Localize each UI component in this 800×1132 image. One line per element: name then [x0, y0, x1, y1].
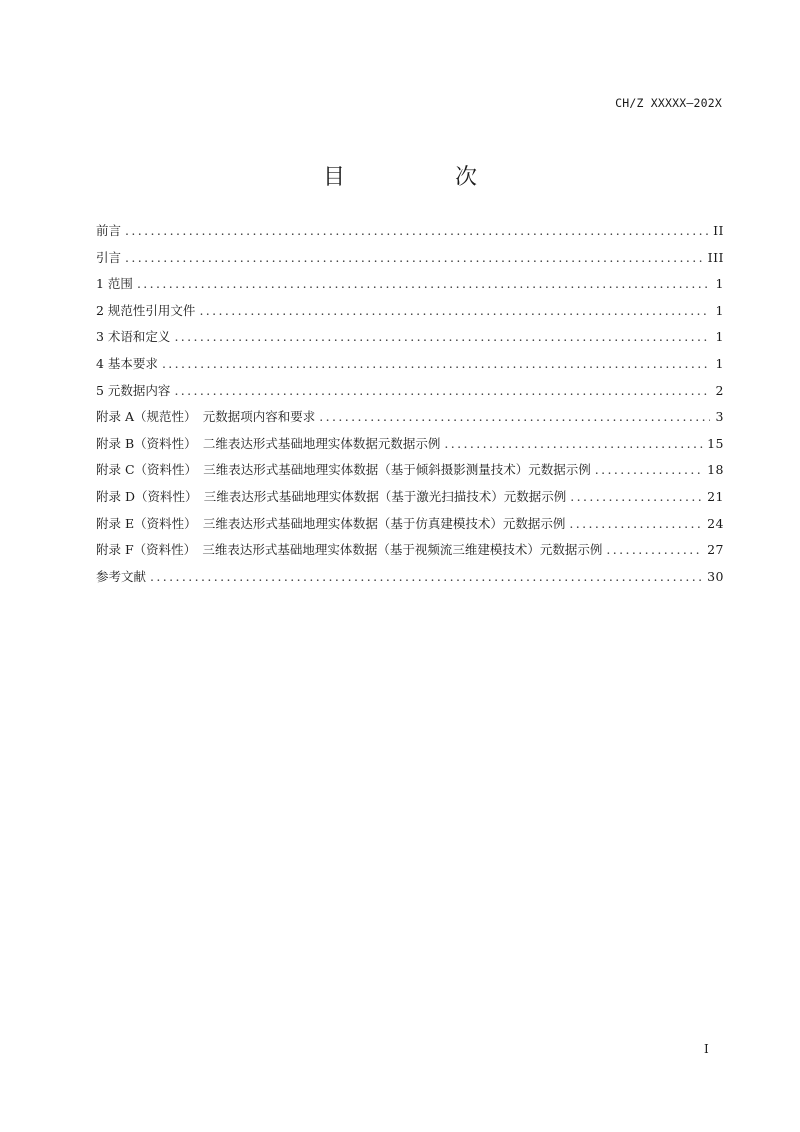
toc-entry-label: 5 元数据内容 [96, 382, 171, 398]
toc-dot-leader [150, 564, 703, 591]
toc-entry-label: 附录 C（资料性） 三维表达形式基础地理实体数据（基于倾斜摄影测量技术）元数据示例 [96, 462, 591, 478]
toc-entry-label: 附录 F（资料性） 三维表达形式基础地理实体数据（基于视频流三维建模技术）元数据示例 [96, 542, 603, 558]
toc-entry-bibliography[interactable] [96, 564, 724, 591]
toc-entry-page: II [713, 223, 724, 238]
toc-entry-page: 1 [715, 329, 724, 345]
toc-entry-label: 引言 [96, 249, 122, 265]
toc-entry-page: 3 [715, 409, 724, 425]
toc-entry-foreword[interactable] [96, 218, 724, 245]
toc-entry-label: 附录 D（资料性） 三维表达形式基础地理实体数据（基于激光扫描技术）元数据示例 [96, 488, 567, 504]
toc-entry-introduction[interactable] [96, 245, 724, 272]
toc-dot-leader [162, 351, 710, 378]
toc-dot-leader [199, 298, 710, 325]
toc-entry-label: 2 规范性引用文件 [96, 302, 196, 318]
toc-entry-label: 附录 B（资料性） 二维表达形式基础地理实体数据元数据示例 [96, 435, 441, 451]
toc-entry-page: 21 [707, 488, 724, 504]
toc-entry-page: 15 [707, 435, 724, 451]
toc-dot-leader [137, 271, 710, 298]
toc-entry-normative-references[interactable] [96, 298, 724, 325]
toc-dot-leader [444, 431, 703, 458]
toc-entry-page: 2 [715, 382, 724, 398]
toc-entry-basic-requirements[interactable] [96, 351, 724, 378]
toc-entry-page: 24 [707, 515, 724, 531]
toc-list [96, 218, 724, 590]
toc-entry-appendix-f[interactable] [96, 537, 724, 564]
toc-entry-scope[interactable] [96, 271, 724, 298]
document-code: CH/Z XXXXX—202X [615, 96, 722, 110]
toc-entry-metadata-content[interactable] [96, 378, 724, 405]
toc-dot-leader [174, 378, 710, 405]
toc-dot-leader [319, 404, 710, 431]
toc-entry-label: 参考文献 [96, 568, 147, 584]
toc-entry-label: 前言 [96, 223, 122, 238]
toc-dot-leader [606, 537, 703, 564]
toc-entry-page: 1 [715, 355, 724, 371]
toc-entry-terms-definitions[interactable] [96, 324, 724, 351]
toc-entry-label: 附录 A（规范性） 元数据项内容和要求 [96, 409, 316, 425]
toc-dot-leader [569, 511, 703, 538]
toc-entry-label: 1 范围 [96, 276, 133, 292]
toc-dot-leader [174, 324, 710, 351]
toc-entry-page: 30 [707, 568, 724, 584]
toc-entry-appendix-c[interactable] [96, 457, 724, 484]
toc-entry-page: 1 [715, 276, 724, 292]
toc-entry-label: 4 基本要求 [96, 355, 158, 371]
toc-entry-appendix-d[interactable] [96, 484, 724, 511]
toc-entry-appendix-a[interactable] [96, 404, 724, 431]
toc-dot-leader [125, 218, 709, 245]
toc-dot-leader [570, 484, 703, 511]
toc-entry-page: 18 [707, 462, 724, 478]
toc-dot-leader [595, 457, 703, 484]
toc-entry-page: 27 [707, 542, 724, 558]
toc-entry-label: 3 术语和定义 [96, 329, 171, 345]
toc-entry-page: III [707, 249, 724, 265]
toc-title: 目 次 [322, 165, 521, 190]
toc-entry-page: 1 [715, 302, 724, 318]
toc-entry-label: 附录 E（资料性） 三维表达形式基础地理实体数据（基于仿真建模技术）元数据示例 [96, 515, 566, 531]
toc-dot-leader [125, 245, 704, 272]
toc-entry-appendix-b[interactable] [96, 431, 724, 458]
page-number: I [704, 1042, 709, 1056]
toc-entry-appendix-e[interactable] [96, 511, 724, 538]
